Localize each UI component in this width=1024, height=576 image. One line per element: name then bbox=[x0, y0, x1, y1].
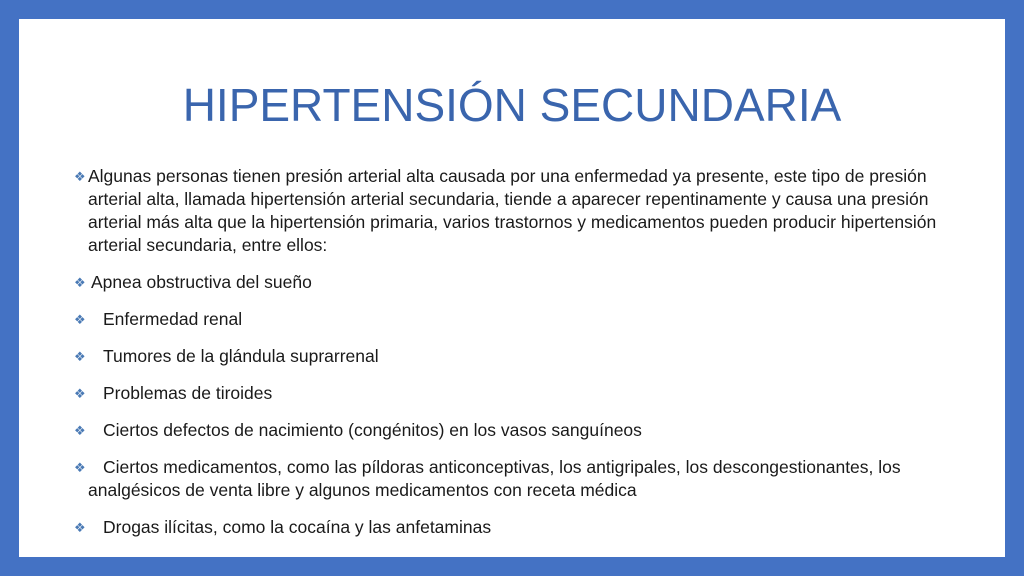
list-item-text: Enfermedad renal bbox=[103, 309, 243, 329]
slide bbox=[19, 19, 1005, 557]
slide-title: HIPERTENSIÓN SECUNDARIA bbox=[182, 79, 842, 131]
list-item bbox=[74, 456, 979, 502]
list-item-text: Drogas ilícitas, como la cocaína y las anfetaminas bbox=[103, 517, 492, 537]
list-item bbox=[74, 419, 979, 442]
diamond-bullet-icon: ❖ bbox=[74, 520, 86, 535]
list-item bbox=[74, 516, 979, 539]
diamond-bullet-icon: ❖ bbox=[74, 275, 86, 290]
list-item bbox=[74, 382, 979, 405]
list-item-text: Tumores de la glándula suprarrenal bbox=[103, 346, 379, 366]
diamond-bullet-icon: ❖ bbox=[74, 386, 86, 401]
list-item-text: Algunas personas tienen presión arterial alta causada por una enfermedad ya presente, este tipo de presión arterial alta, llamada hipertensión arterial secundaria, tiende a aparecer repentinamente y causa una presión arterial más alta que la hipertensión primaria, varios trastornos y medicamentos pueden producir hipertensión arterial secundaria, entre ellos: bbox=[88, 166, 937, 255]
list-item bbox=[74, 345, 979, 368]
diamond-bullet-icon: ❖ bbox=[74, 460, 86, 475]
list-item-text: Ciertos medicamentos, como las píldoras anticonceptivas, los antigripales, los descongestionantes, los analgésicos de venta libre y algunos medicamentos con receta médica bbox=[88, 457, 901, 500]
list-item bbox=[74, 271, 979, 294]
diamond-bullet-icon: ❖ bbox=[74, 423, 86, 438]
diamond-bullet-icon: ❖ bbox=[74, 312, 86, 327]
diamond-bullet-icon: ❖ bbox=[74, 349, 86, 364]
list-item-intro bbox=[74, 165, 979, 257]
list-item-text: Problemas de tiroides bbox=[103, 383, 273, 403]
list-item bbox=[74, 308, 979, 331]
list-item-text: Ciertos defectos de nacimiento (congénitos) en los vasos sanguíneos bbox=[103, 420, 642, 440]
bullet-list bbox=[74, 165, 979, 553]
diamond-bullet-icon: ❖ bbox=[74, 169, 86, 184]
list-item-text: Apnea obstructiva del sueño bbox=[91, 272, 312, 292]
